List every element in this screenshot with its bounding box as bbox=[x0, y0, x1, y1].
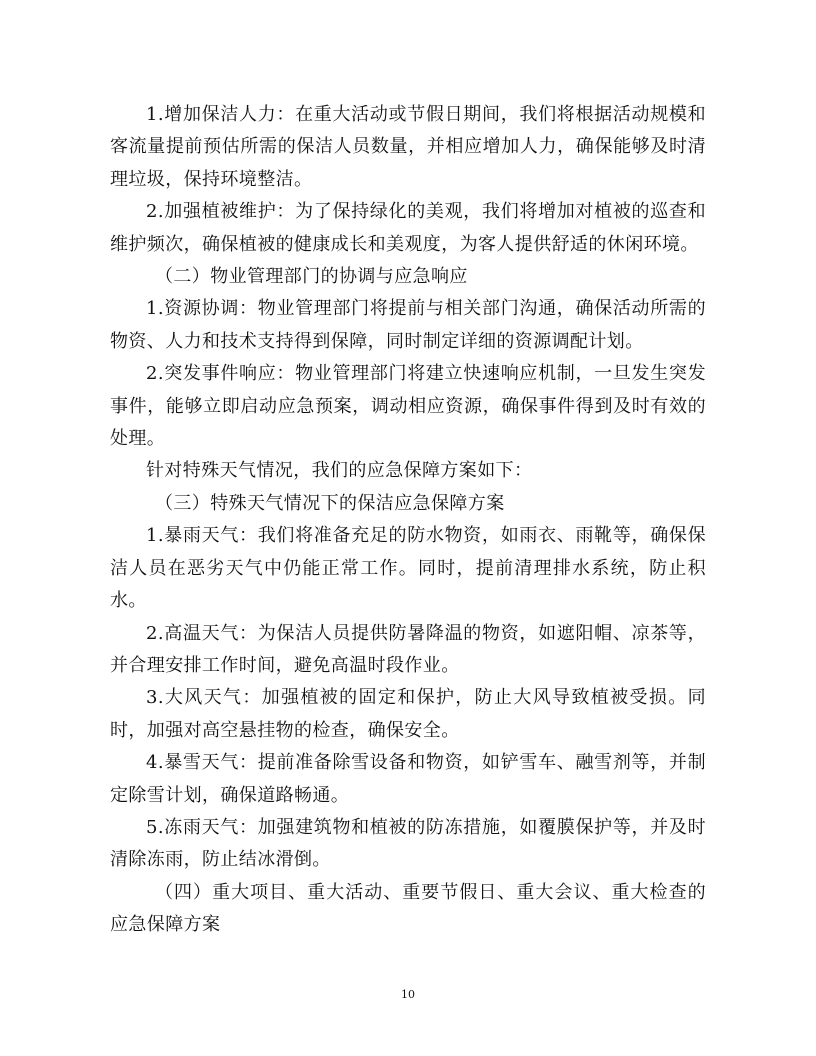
paragraph-freezing-rain: 5.冻雨天气：加强建筑物和植被的防冻措施，如覆膜保护等，并及时清除冻雨，防止结冰滑倒。 bbox=[110, 816, 706, 871]
document-body bbox=[110, 99, 706, 942]
paragraph-strong-wind: 3.大风天气：加强植被的固定和保护，防止大风导致植被受损。同时，加强对高空悬挂物的检查，确保安全。 bbox=[110, 687, 706, 741]
paragraph-rainstorm: 1.暴雨天气：我们将准备充足的防水物资，如雨衣、雨靴等，确保保洁人员在恶劣天气中仍能正常工作。同时，提前清理排水系统，防止积水。 bbox=[110, 525, 706, 612]
paragraph-resource-coordination: 1.资源协调：物业管理部门将提前与相关部门沟通，确保活动所需的物资、人力和技术支持得到保障，同时制定详细的资源调配计划。 bbox=[110, 298, 706, 352]
section-heading-special-weather: （三）特殊天气情况下的保洁应急保障方案 bbox=[155, 492, 505, 514]
paragraph-vegetation-maintenance: 2.加强植被维护：为了保持绿化的美观，我们将增加对植被的巡查和维护频次，确保植被的健康成长和美观度，为客人提供舒适的休闲环境。 bbox=[110, 201, 706, 255]
paragraph-emergency-response: 2.突发事件响应：物业管理部门将建立快速响应机制，一旦发生突发事件，能够立即启动应急预案，调动相应资源，确保事件得到及时有效的处理。 bbox=[110, 363, 706, 450]
paragraph-snowstorm: 4.暴雪天气：提前准备除雪设备和物资，如铲雪车、融雪剂等，并制定除雪计划，确保道路畅通。 bbox=[110, 752, 706, 806]
section-heading-major-events: （四）重大项目、重大活动、重要节假日、重大会议、重大检查的应急保障方案 bbox=[110, 881, 706, 936]
section-heading-property-coordination: （二）物业管理部门的协调与应急响应 bbox=[155, 266, 468, 288]
paragraph-high-temperature: 2.高温天气：为保洁人员提供防暑降温的物资，如遮阳帽、凉茶等，并合理安排工作时间，避免高温时段作业。 bbox=[110, 622, 706, 676]
paragraph-special-weather-intro: 针对特殊天气情况，我们的应急保障方案如下： bbox=[146, 460, 533, 482]
page-number: 10 bbox=[401, 988, 415, 1001]
paragraph-increase-cleaning-staff: 1.增加保洁人力：在重大活动或节假日期间，我们将根据活动规模和客流量提前预估所需的保洁人员数量，并相应增加人力，确保能够及时清理垃圾，保持环境整洁。 bbox=[110, 104, 706, 190]
